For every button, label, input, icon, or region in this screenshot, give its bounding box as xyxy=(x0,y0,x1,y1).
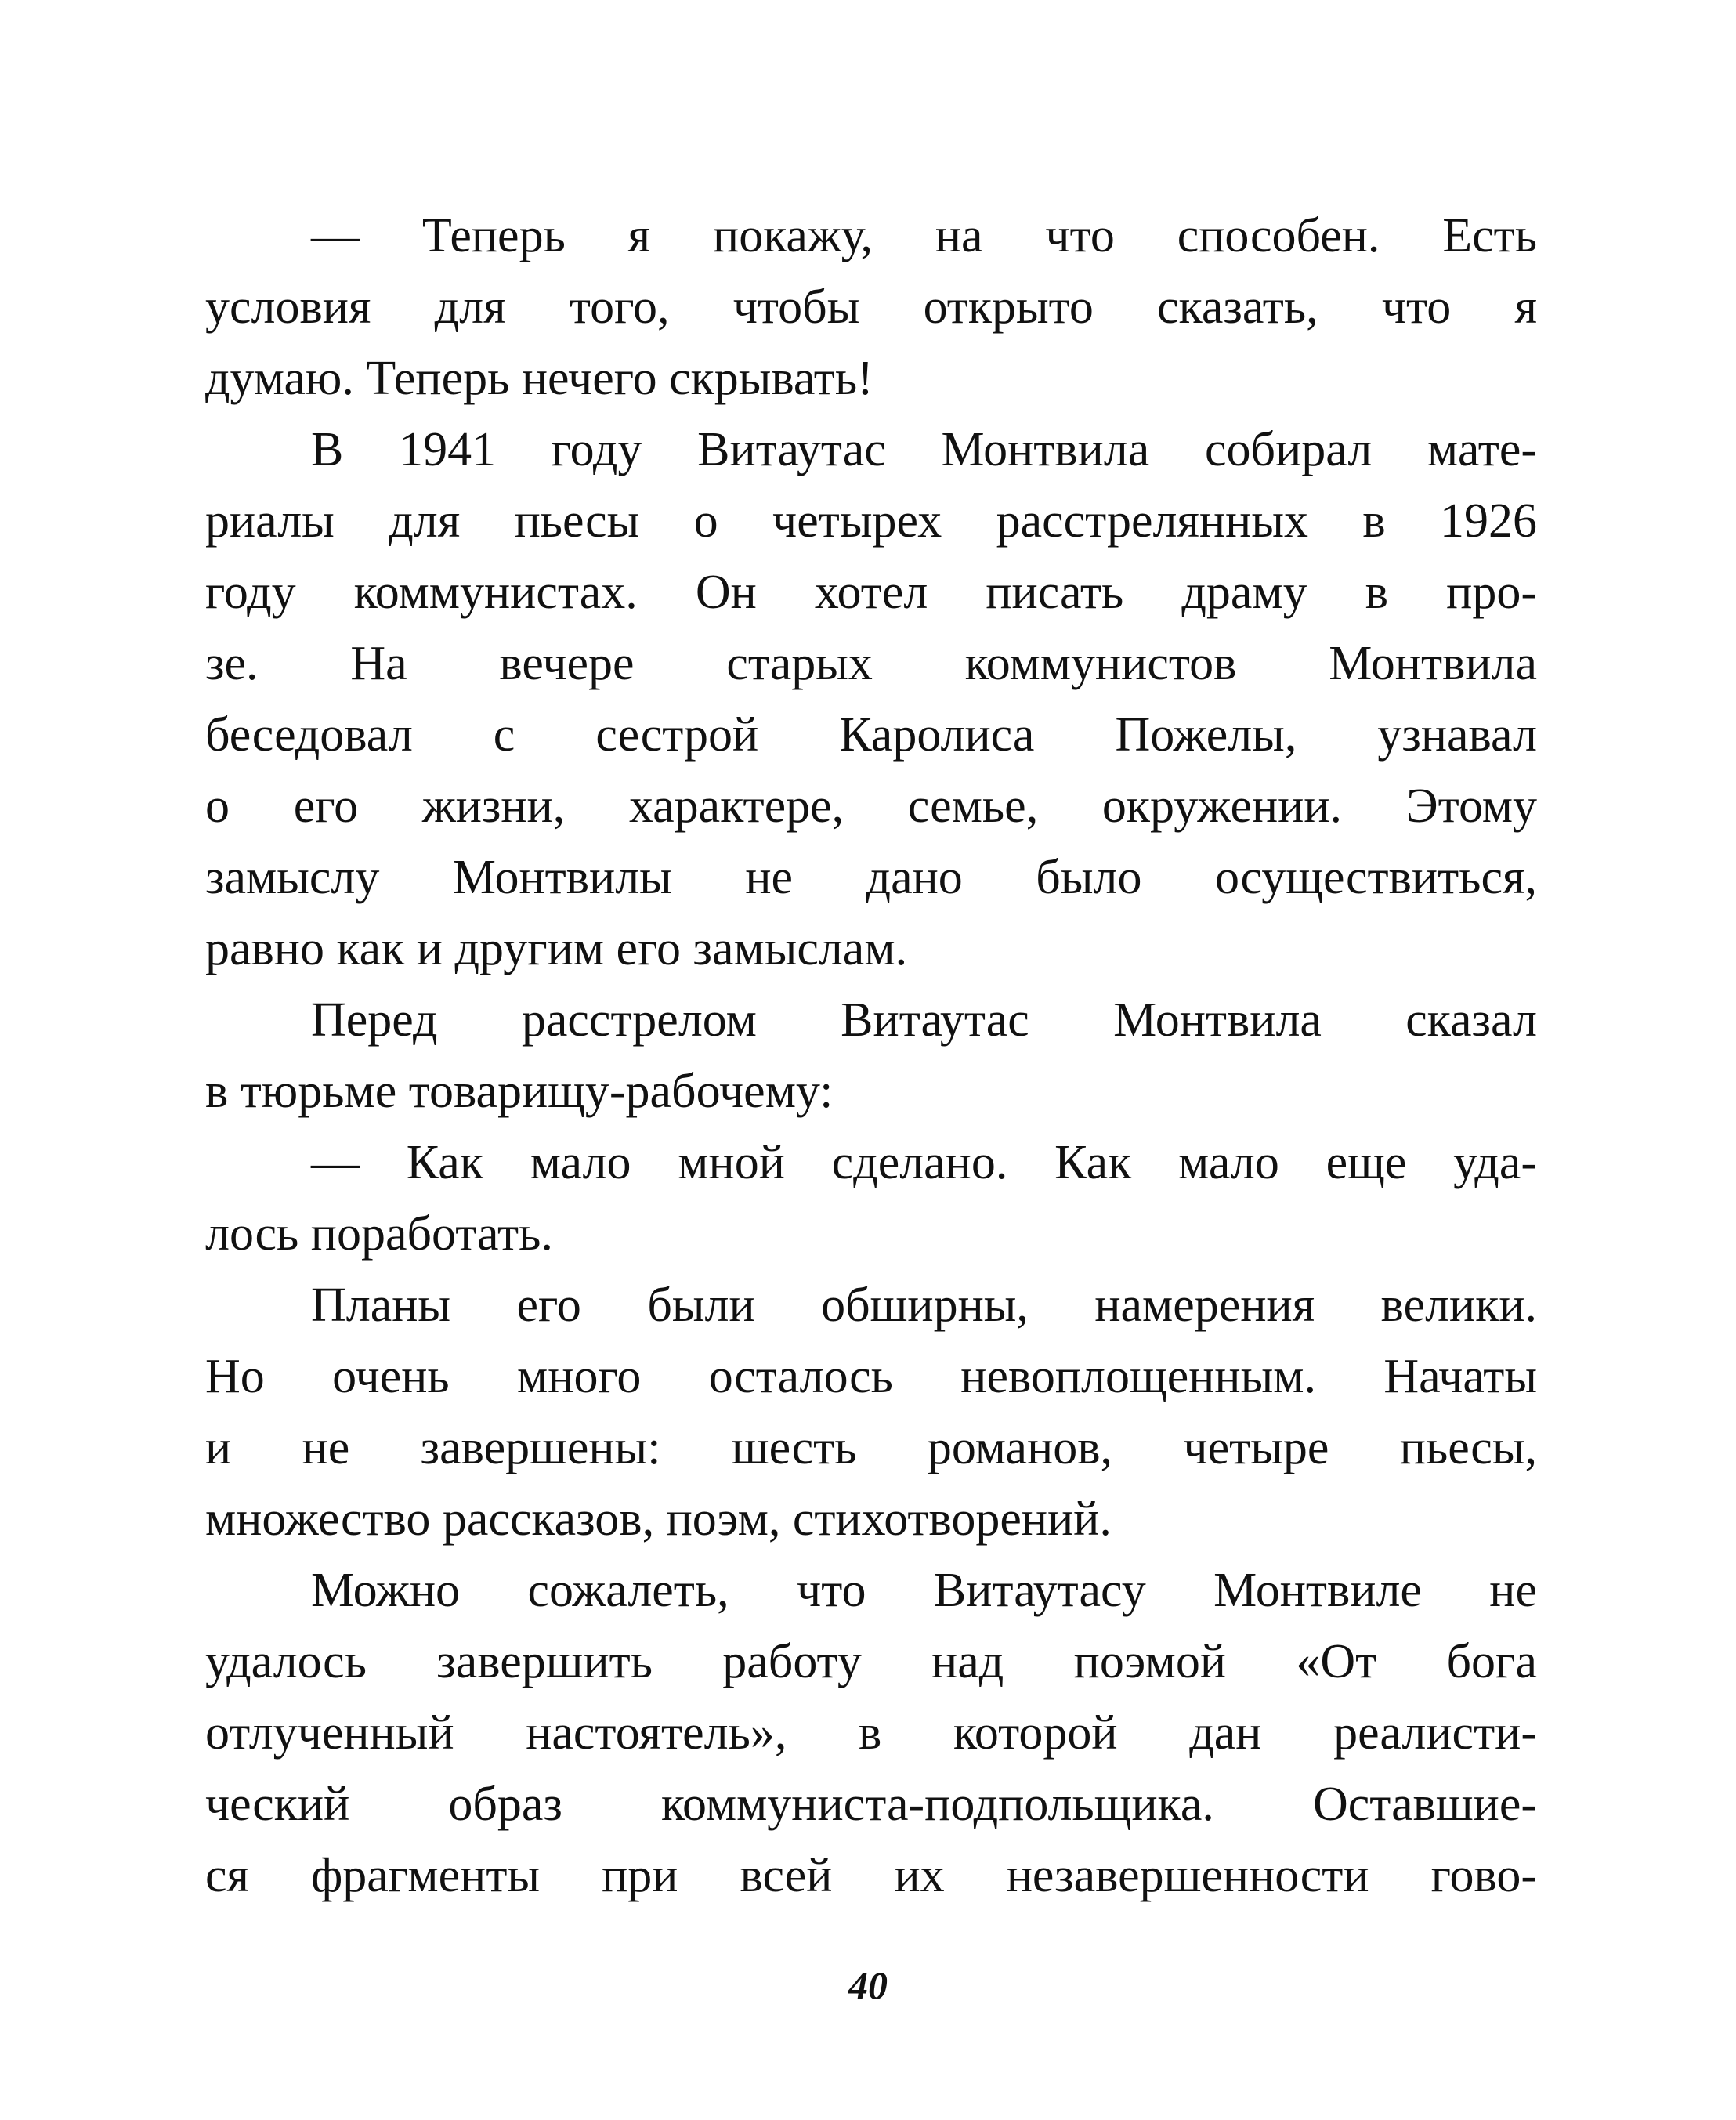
text-line: — Теперь я покажу, на что способен. Есть xyxy=(311,209,1537,262)
text-line: множество рассказов, поэм, стихотворений. xyxy=(205,1492,1112,1546)
text-line: думаю. Теперь нечего скрывать! xyxy=(205,352,873,405)
text-line: и не завершены: шесть романов, четыре пьесы, xyxy=(205,1421,1537,1474)
paragraph xyxy=(205,1555,1537,1912)
paragraph xyxy=(205,414,1537,985)
text-line: замыслу Монтвилы не дано было осуществиться, xyxy=(205,851,1537,904)
text-line: в тюрьме товарищу-рабочему: xyxy=(205,1065,834,1118)
text-line: удалось завершить работу над поэмой «От бога xyxy=(205,1635,1537,1688)
text-line: Планы его были обширны, намерения велики. xyxy=(311,1279,1537,1332)
text-line: Перед расстрелом Витаутас Монтвила сказал xyxy=(311,993,1537,1047)
paragraph xyxy=(205,1270,1537,1555)
text-line: отлученный настоятель», в которой дан реалисти- xyxy=(205,1706,1537,1760)
paragraph xyxy=(205,201,1537,414)
text-line: условия для того, чтобы открыто сказать, что я xyxy=(205,280,1537,334)
text-line: ческий образ коммуниста-подпольщика. Оставшие- xyxy=(205,1778,1537,1831)
paragraph xyxy=(205,1127,1537,1270)
text-line: Можно сожалеть, что Витаутасу Монтвиле не xyxy=(311,1564,1537,1617)
page-number: 40 xyxy=(848,1963,888,2007)
text-line: беседовал с сестрой Каролиса Пожелы, узнавал xyxy=(205,708,1537,762)
body-text xyxy=(205,201,1537,1912)
text-line: о его жизни, характере, семье, окружении. Этому xyxy=(205,780,1537,833)
text-line: Но очень много осталось невоплощенным. Начаты xyxy=(205,1350,1537,1403)
text-line: равно как и другим его замыслам. xyxy=(205,922,908,975)
text-line: В 1941 году Витаутас Монтвила собирал мате- xyxy=(311,423,1537,476)
paragraph xyxy=(205,985,1537,1127)
text-line: году коммунистах. Он хотел писать драму в про- xyxy=(205,566,1537,619)
text-line: риалы для пьесы о четырех расстрелянных в 1926 xyxy=(205,494,1537,548)
text-line: лось поработать. xyxy=(205,1207,553,1261)
text-line: ся фрагменты при всей их незавершенности гово- xyxy=(205,1849,1537,1902)
text-line: — Как мало мной сделано. Как мало еще уда- xyxy=(311,1136,1537,1189)
text-line: зе. На вечере старых коммунистов Монтвила xyxy=(205,637,1537,690)
